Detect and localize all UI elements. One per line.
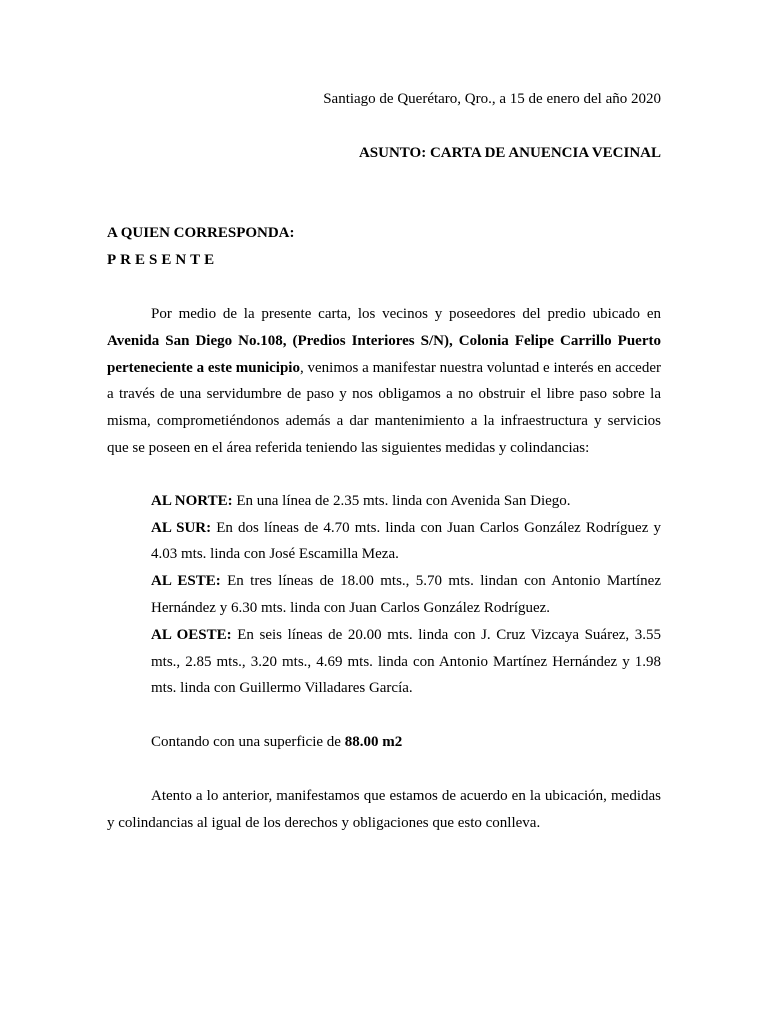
subject-line: ASUNTO: CARTA DE ANUENCIA VECINAL [358, 145, 661, 161]
boundary-label: AL NORTE: [151, 492, 233, 509]
boundary-text: En dos líneas de 4.70 mts. linda con Juan Carlos González Rodríguez y 4.03 mts. linda con José Escamilla Meza. [151, 519, 661, 563]
property-location: Avenida San Diego No.108, (Predios Interiores S/N), Colonia Felipe Carrillo Puerto perteneciente a este municipio [107, 332, 661, 376]
addressee: A QUIEN CORRESPONDA: [107, 225, 295, 241]
boundary-label: AL SUR: [151, 519, 212, 536]
intro-text-1: Por medio de la presente carta, los vecinos y poseedores del predio ubicado en [151, 306, 661, 322]
boundary-text: En seis líneas de 20.00 mts. linda con J. Cruz Vizcaya Suárez, 3.55 mts., 2.85 mts., 3.20 mts., 4.69 mts. linda con Antonio Martínez Hernández y 1.98 mts. linda con Guillermo Villadares García. [151, 626, 661, 697]
surface-text: Contando con una superficie de [151, 734, 345, 751]
date-line: Santiago de Querétaro, Qro., a 15 de enero del año 2020 [323, 91, 661, 107]
boundary-text: En tres líneas de 18.00 mts., 5.70 mts. lindan con Antonio Martínez Hernández y 6.30 mts. linda con Juan Carlos González Rodríguez. [151, 573, 661, 616]
letter-header [107, 86, 661, 167]
boundary-west [151, 622, 661, 702]
intro-paragraph [107, 301, 661, 462]
boundary-east [151, 568, 661, 622]
surface-line [107, 729, 661, 756]
surface-value: 88.00 m2 [344, 734, 403, 751]
boundaries-list [151, 488, 661, 702]
boundary-label: AL OESTE: [151, 626, 232, 643]
boundary-north [151, 488, 661, 515]
boundary-text: En una línea de 2.35 mts. linda con Avenida San Diego. [232, 492, 571, 509]
boundary-label: AL ESTE: [151, 573, 221, 590]
presente-line: PRESENTE [107, 252, 219, 268]
closing-paragraph: Atento a lo anterior, manifestamos que estamos de acuerdo en la ubicación, medidas y colindancias al igual de los derechos y obligaciones que esto conlleva. [107, 787, 661, 831]
intro-text-2: , venimos a manifestar nuestra voluntad e interés en acceder a través de una servidumbre de paso y nos obligamos a no obstruir el libre paso sobre la misma, comprometiéndonos además a dar mantenimiento a la infraestructura y servicios que se poseen en el área referida teniendo las siguientes medidas y colindancias: [107, 359, 661, 456]
boundary-south [151, 515, 661, 569]
letter-page [107, 86, 661, 837]
